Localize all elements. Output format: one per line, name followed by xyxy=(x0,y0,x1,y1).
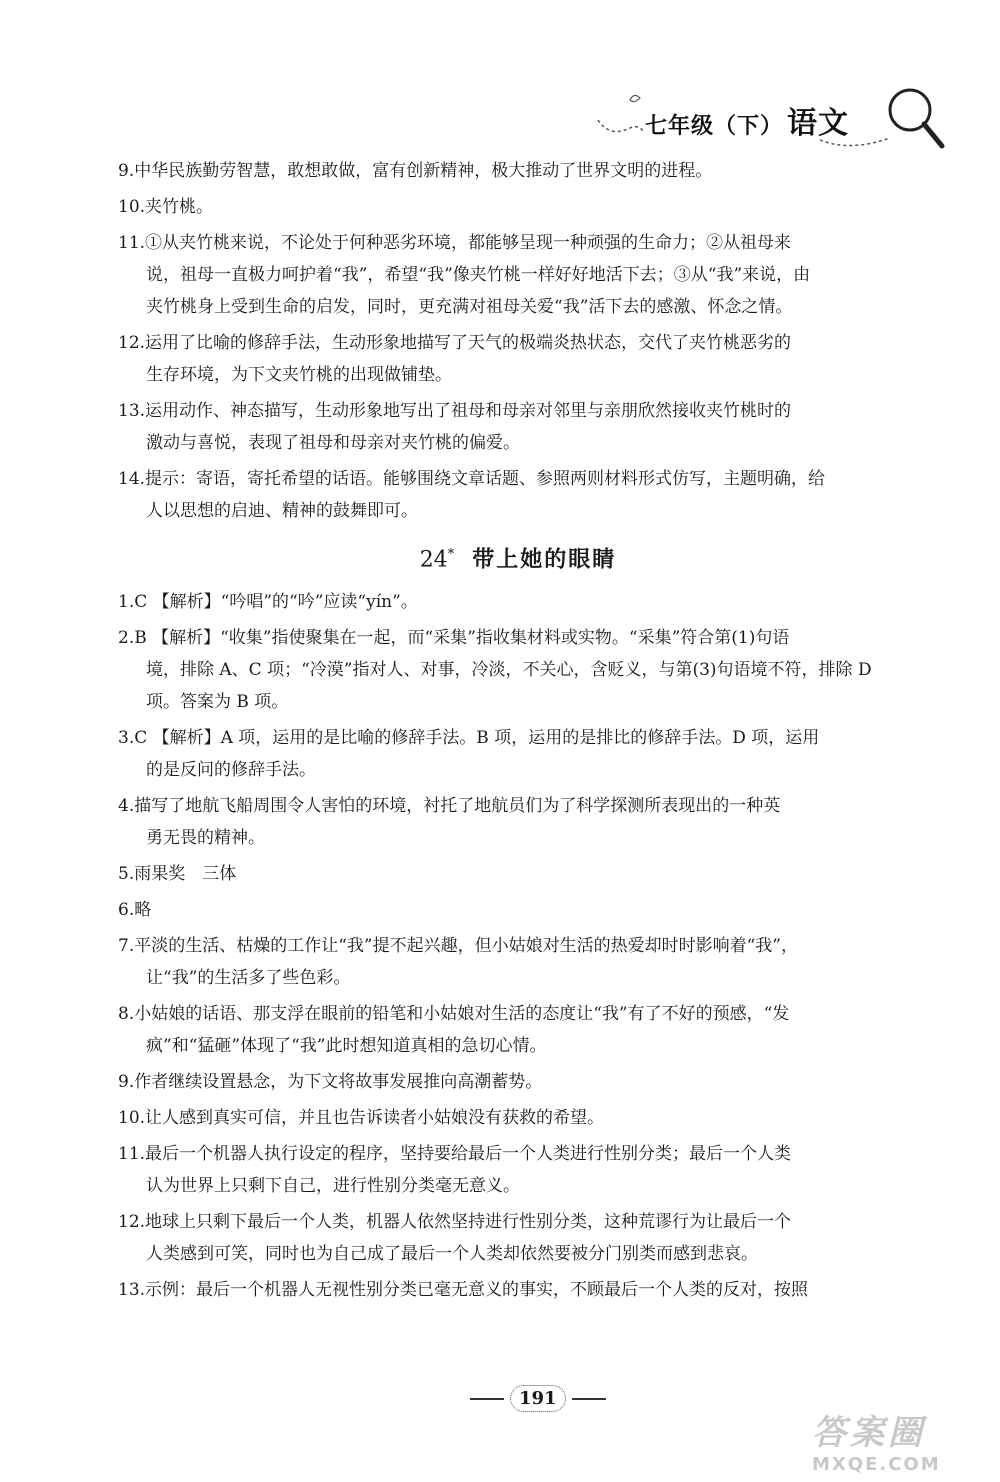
answer-item xyxy=(118,622,918,718)
answer-item xyxy=(118,930,918,994)
answer-item xyxy=(118,1102,918,1134)
grade-label: 七年级（下） xyxy=(645,114,784,139)
page-number-value: 191 xyxy=(510,1385,566,1412)
answer-line: 勇无畏的精神。 xyxy=(146,828,265,849)
answer-item xyxy=(118,858,918,890)
watermark xyxy=(812,1405,982,1475)
answer-line: 夹竹桃身上受到生命的启发，同时，更充满对祖母关爱“我”活下去的感激、怀念之情。 xyxy=(146,297,793,317)
answer-item xyxy=(118,155,918,187)
answer-item xyxy=(118,395,918,459)
answer-line: 人以思想的启迪、精神的鼓舞即可。 xyxy=(146,501,418,521)
answer-content xyxy=(118,155,918,1310)
answer-line: 8.小姑娘的话语、那支浮在眼前的铅笔和小姑娘对生活的态度让“我”有了不好的预感，“发 xyxy=(118,1004,790,1025)
answer-item xyxy=(118,1274,918,1306)
answer-line: 1.C 【解析】“吟唱”的“吟”应读“yín”。 xyxy=(118,592,418,613)
page-dash-left xyxy=(470,1398,504,1400)
answer-item xyxy=(118,722,918,786)
answer-item xyxy=(118,790,918,854)
answer-line: 说，祖母一直极力呵护着“我”，希望“我”像夹竹桃一样好好地活下去；③从“我”来说，由 xyxy=(146,265,811,285)
subject-label: 语文 xyxy=(787,106,850,141)
answer-item xyxy=(118,894,918,926)
answer-item xyxy=(118,1206,918,1270)
answer-line: 11.最后一个机器人执行设定的程序，坚持要给最后一个人类进行性别分类；最后一个人类 xyxy=(118,1144,792,1165)
answer-line: 境，排除 A、C 项；“冷漠”指对人、对事，冷淡，不关心，含贬义，与第(3)句语境不符，排除 D xyxy=(146,660,872,681)
section-star: * xyxy=(447,547,455,562)
answer-line: 11.①从夹竹桃来说，不论处于何种恶劣环境，都能够呈现一种顽强的生命力；②从祖母来 xyxy=(118,233,792,253)
section-number: 24 xyxy=(419,547,448,573)
page-dash-right xyxy=(572,1398,606,1400)
watermark-bottom: MXQE.COM xyxy=(812,1454,941,1475)
answer-line: 3.C 【解析】A 项，运用的是比喻的修辞手法。B 项，运用的是排比的修辞手法。D 项，运用 xyxy=(118,728,820,749)
answer-line: 激动与喜悦，表现了祖母和母亲对夹竹桃的偏爱。 xyxy=(146,433,520,453)
answer-line: 13.运用动作、神态描写，生动形象地写出了祖母和母亲对邻里与亲朋欣然接收夹竹桃时的 xyxy=(118,401,792,421)
page-header xyxy=(590,80,950,155)
answer-line: 9.作者继续设置悬念，为下文将故事发展推向高潮蓄势。 xyxy=(118,1072,543,1093)
answer-line: 7.平淡的生活、枯燥的工作让“我”提不起兴趣，但小姑娘对生活的热爱却时时影响着“我”， xyxy=(118,936,798,957)
section-title xyxy=(118,535,918,580)
answer-item xyxy=(118,998,918,1062)
answer-item xyxy=(118,191,918,223)
answer-item xyxy=(118,1138,918,1202)
answer-item xyxy=(118,227,918,323)
answer-line: 2.B 【解析】“收集”指使聚集在一起，而“采集”指收集材料或实物。“采集”符合第(1)句语 xyxy=(118,628,790,649)
section-name: 带上她的眼睛 xyxy=(472,547,617,573)
answer-line: 10.夹竹桃。 xyxy=(118,197,214,217)
answer-line: 的是反问的修辞手法。 xyxy=(146,760,316,781)
answer-line: 疯”和“猛砸”体现了“我”此时想知道真相的急切心情。 xyxy=(146,1036,547,1057)
answer-line: 12.运用了比喻的修辞手法，生动形象地描写了天气的极端炎热状态，交代了夹竹桃恶劣的 xyxy=(118,333,792,353)
answer-line: 9.中华民族勤劳智慧，敢想敢做，富有创新精神，极大推动了世界文明的进程。 xyxy=(118,161,713,181)
answer-line: 13.示例：最后一个机器人无视性别分类已毫无意义的事实，不顾最后一个人类的反对，按照 xyxy=(118,1280,809,1301)
page-number xyxy=(470,1385,606,1412)
answer-item xyxy=(118,1066,918,1098)
answer-line: 6.略 xyxy=(118,900,152,921)
answer-line: 认为世界上只剩下自己，进行性别分类毫无意义。 xyxy=(146,1176,520,1197)
answer-list-a xyxy=(118,155,918,527)
answer-line: 12.地球上只剩下最后一个人类，机器人依然坚持进行性别分类，这种荒谬行为让最后一个 xyxy=(118,1212,792,1233)
answer-list-b xyxy=(118,586,918,1306)
header-title xyxy=(645,98,849,142)
answer-line: 14.提示：寄语，寄托希望的话语。能够围绕文章话题、参照两则材料形式仿写，主题明确，给 xyxy=(118,469,826,489)
answer-line: 让“我”的生活多了些色彩。 xyxy=(146,968,351,989)
answer-line: 5.雨果奖 三体 xyxy=(118,864,237,885)
answer-item xyxy=(118,463,918,527)
answer-line: 10.让人感到真实可信，并且也告诉读者小姑娘没有获救的希望。 xyxy=(118,1108,605,1129)
answer-line: 人类感到可笑，同时也为自己成了最后一个人类却依然要被分门别类而感到悲哀。 xyxy=(146,1244,758,1265)
answer-item xyxy=(118,586,918,618)
answer-line: 项。答案为 B 项。 xyxy=(146,692,289,713)
watermark-top: 答案圈 xyxy=(812,1413,926,1453)
answer-item xyxy=(118,327,918,391)
answer-line: 4.描写了地航飞船周围令人害怕的环境，衬托了地航员们为了科学探测所表现出的一种英 xyxy=(118,796,781,817)
answer-line: 生存环境，为下文夹竹桃的出现做铺垫。 xyxy=(146,365,452,385)
